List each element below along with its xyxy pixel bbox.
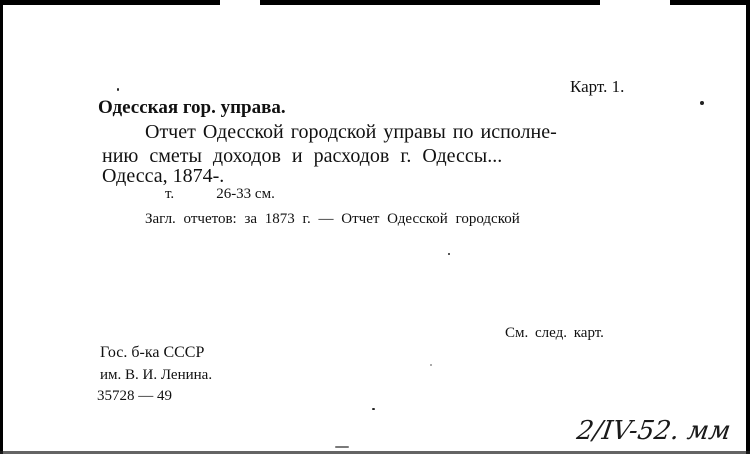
handwritten-date: 2/IV-52. мм [574,416,733,446]
description-line: Отчет Одесской городской управы по исполне- [145,121,557,143]
library-line: им. В. И. Ленина. [100,367,213,383]
scan-speck [372,408,375,410]
scan-speck [117,88,119,91]
size-value: 26-33 см. [216,186,275,202]
card-right-edge [746,0,750,454]
scan-speck [448,253,450,255]
scan-speck [700,101,704,105]
library-line: Гос. б-ка СССР [100,344,205,361]
title-note: Загл. отчетов: за 1873 г. — Отчет Одесской городской [145,211,520,227]
card-top-edge-gap [600,0,670,5]
card-left-edge [0,0,3,454]
see-next-card: См. след. карт. [505,325,604,341]
scan-speck [430,364,432,366]
library-number: 35728 — 49 [97,388,172,404]
card-top-edge-gap [220,0,260,5]
card-heading: Одесская гор. управа. [98,97,286,118]
volumes-label: т. [165,186,175,202]
scan-speck [335,446,349,448]
physical-description [165,187,275,202]
description-line: Одесса, 1874-. [102,165,225,187]
card-number: Карт. 1. [570,77,625,96]
description-line: нию сметы доходов и расходов г. Одессы... [102,145,503,167]
